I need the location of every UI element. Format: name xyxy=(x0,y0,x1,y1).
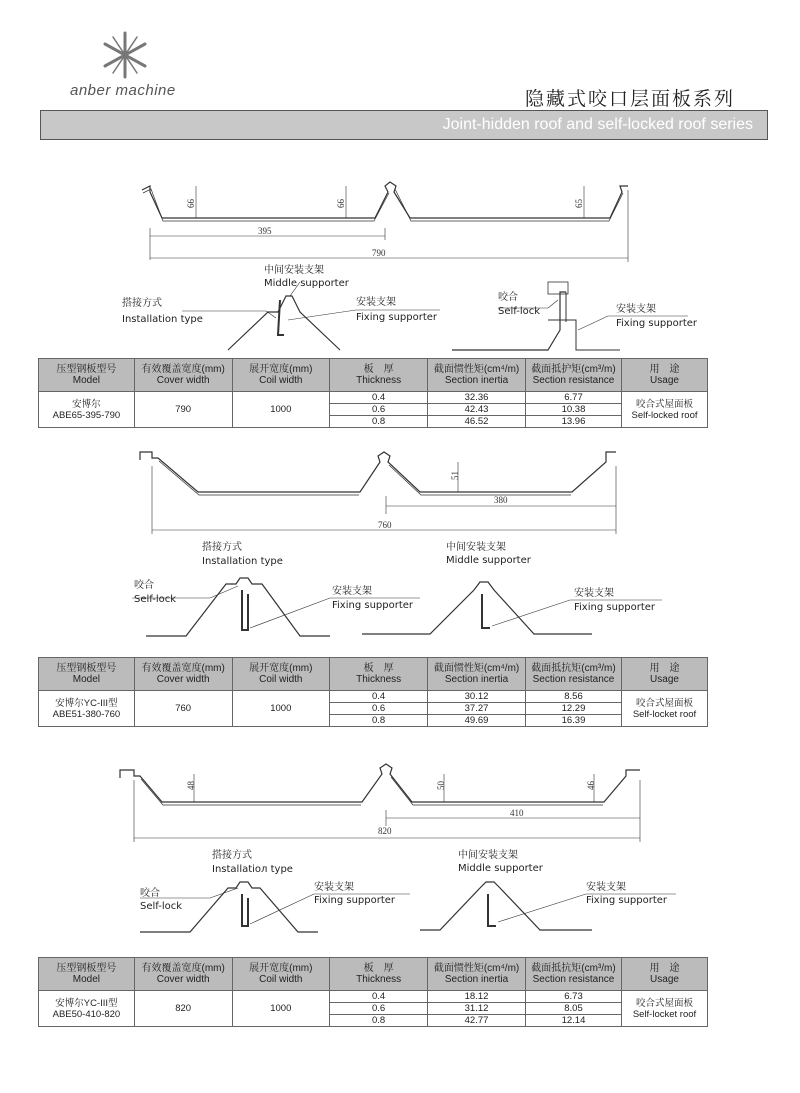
middle-en-3: Middle supporter xyxy=(458,863,543,874)
dim-h1-3: 48 xyxy=(186,781,196,790)
dim-h2-3: 50 xyxy=(436,781,446,790)
install-cn-3: 搭接方式 xyxy=(212,850,252,861)
table-row: 安博尔YC-III型 ABE50-410-820 820 1000 0.4 18.12 6.73 咬合式屋面板 Self-locket roof xyxy=(39,991,708,1003)
fixing-en-1: Fixing supporter xyxy=(356,312,438,323)
dim-h-2: 51 xyxy=(450,471,460,480)
table-row: 0.6 42.43 10.38 xyxy=(39,404,708,416)
install-cn-2: 搭接方式 xyxy=(202,542,242,553)
table-row: 安博尔YC-III型 ABE51-380-760 760 1000 0.4 30.12 8.56 咬合式屋面板 Self-locket roof xyxy=(39,691,708,703)
dim-h3-3: 46 xyxy=(586,781,596,790)
install-en-3: Installatioл type xyxy=(212,864,293,875)
fixing-en-2: Fixing supporter xyxy=(332,600,414,611)
dim-w-1: 395 xyxy=(258,226,272,236)
spec-table-2: 压型钢板型号 Model 有效覆盖宽度(mm) Cover width 展开宽度(mm) Coil width 板 厚 Thickness 截面惯性矩(cm⁴/m) Section inertia 截面抵抗矩(cm³/m) Section resistance 用 途 Usage 安博尔YC-III型 ABE51-380-760 760 1000 0.4 30.12 8.56 咬合式屋面板 Self-locket roof 0.6 37.27 12.29 0.8 49.69 16.39 xyxy=(38,657,708,727)
fixing-cn-2: 安装支架 xyxy=(332,586,372,597)
dim-h2-1: 66 xyxy=(336,199,346,208)
dim-w-2: 380 xyxy=(494,495,508,505)
fixing-en-1b: Fixing supporter xyxy=(616,318,698,329)
selflock-cn-1: 咬合 xyxy=(498,292,518,303)
spec-table-3: 压型钢板型号 Model 有效覆盖宽度(mm) Cover width 展开宽度(mm) Coil width 板 厚 Thickness 截面惯性矩(cm⁴/m) Section inertia 截面抵抗矩(cm³/m) Section resistance 用 途 Usage 安博尔YC-III型 ABE50-410-820 820 1000 0.4 18.12 6.73 咬合式屋面板 Self-locket roof 0.6 31.12 8.05 0.8 42.77 12.14 xyxy=(38,957,708,1027)
table-row: 0.8 46.52 13.96 xyxy=(39,416,708,428)
table-row: 安博尔 ABE65-395-790 790 1000 0.4 32.36 6.77 咬合式屋面板 Self-locked roof xyxy=(39,392,708,404)
dim-h1-1: 66 xyxy=(186,199,196,208)
middle-en-1: Middle supporter xyxy=(264,278,349,289)
brand-name: anber machine xyxy=(70,82,176,99)
selflock-en-2: Self-lock xyxy=(134,594,177,605)
dim-total-1: 790 xyxy=(372,248,386,258)
selflock-en-1: Self-lock xyxy=(498,306,541,317)
middle-cn-3: 中间安装支架 xyxy=(458,850,518,861)
install-en-2: Installation type xyxy=(202,556,283,567)
dim-w-3: 410 xyxy=(510,808,524,818)
fixing-cn-3: 安装支架 xyxy=(314,882,354,893)
fixing-en-3: Fixing supporter xyxy=(314,895,396,906)
banner-title-en: Joint-hidden roof and self-locked roof series xyxy=(442,116,753,133)
selflock-cn-3: 咬合 xyxy=(140,888,160,899)
fixing-cn-1b: 安装支架 xyxy=(616,304,656,315)
middle-cn-2: 中间安装支架 xyxy=(446,542,506,553)
dim-total-3: 820 xyxy=(378,826,392,836)
table-row: 0.6 31.12 8.05 xyxy=(39,1003,708,1015)
fixing-cn-3b: 安装支架 xyxy=(586,882,626,893)
middle-cn-1: 中间安装支架 xyxy=(264,265,324,276)
middle-en-2: Middle supporter xyxy=(446,555,531,566)
fixing-en-3b: Fixing supporter xyxy=(586,895,668,906)
install-cn-1: 搭接方式 xyxy=(122,298,162,309)
fixing-en-2b: Fixing supporter xyxy=(574,602,656,613)
fixing-cn-2b: 安装支架 xyxy=(574,588,614,599)
fixing-cn-1: 安装支架 xyxy=(356,297,396,308)
table-row: 0.6 37.27 12.29 xyxy=(39,703,708,715)
install-en-1: Installation type xyxy=(122,314,203,325)
table-row: 0.8 42.77 12.14 xyxy=(39,1015,708,1027)
selflock-cn-2: 咬合 xyxy=(134,580,154,591)
page-title: 隐藏式咬口层面板系列 xyxy=(525,88,736,110)
table-row: 0.8 49.69 16.39 xyxy=(39,715,708,727)
selflock-en-3: Self-lock xyxy=(140,901,183,912)
dim-total-2: 760 xyxy=(378,520,392,530)
dim-h3-1: 65 xyxy=(574,199,584,208)
spec-table-1: 压型钢板型号 Model 有效覆盖宽度(mm) Cover width 展开宽度(mm) Coil width 板 厚 Thickness 截面惯性矩(cm⁴/m) Section inertia 截面抵护矩(cm³/m) Section resistance 用 途 Usage 安博尔 ABE65-395-790 790 1000 0.4 32.36 6.77 咬合式屋面板 Self-locked roof 0.6 42.43 10.38 0.8 46.52 13.96 xyxy=(38,358,708,428)
